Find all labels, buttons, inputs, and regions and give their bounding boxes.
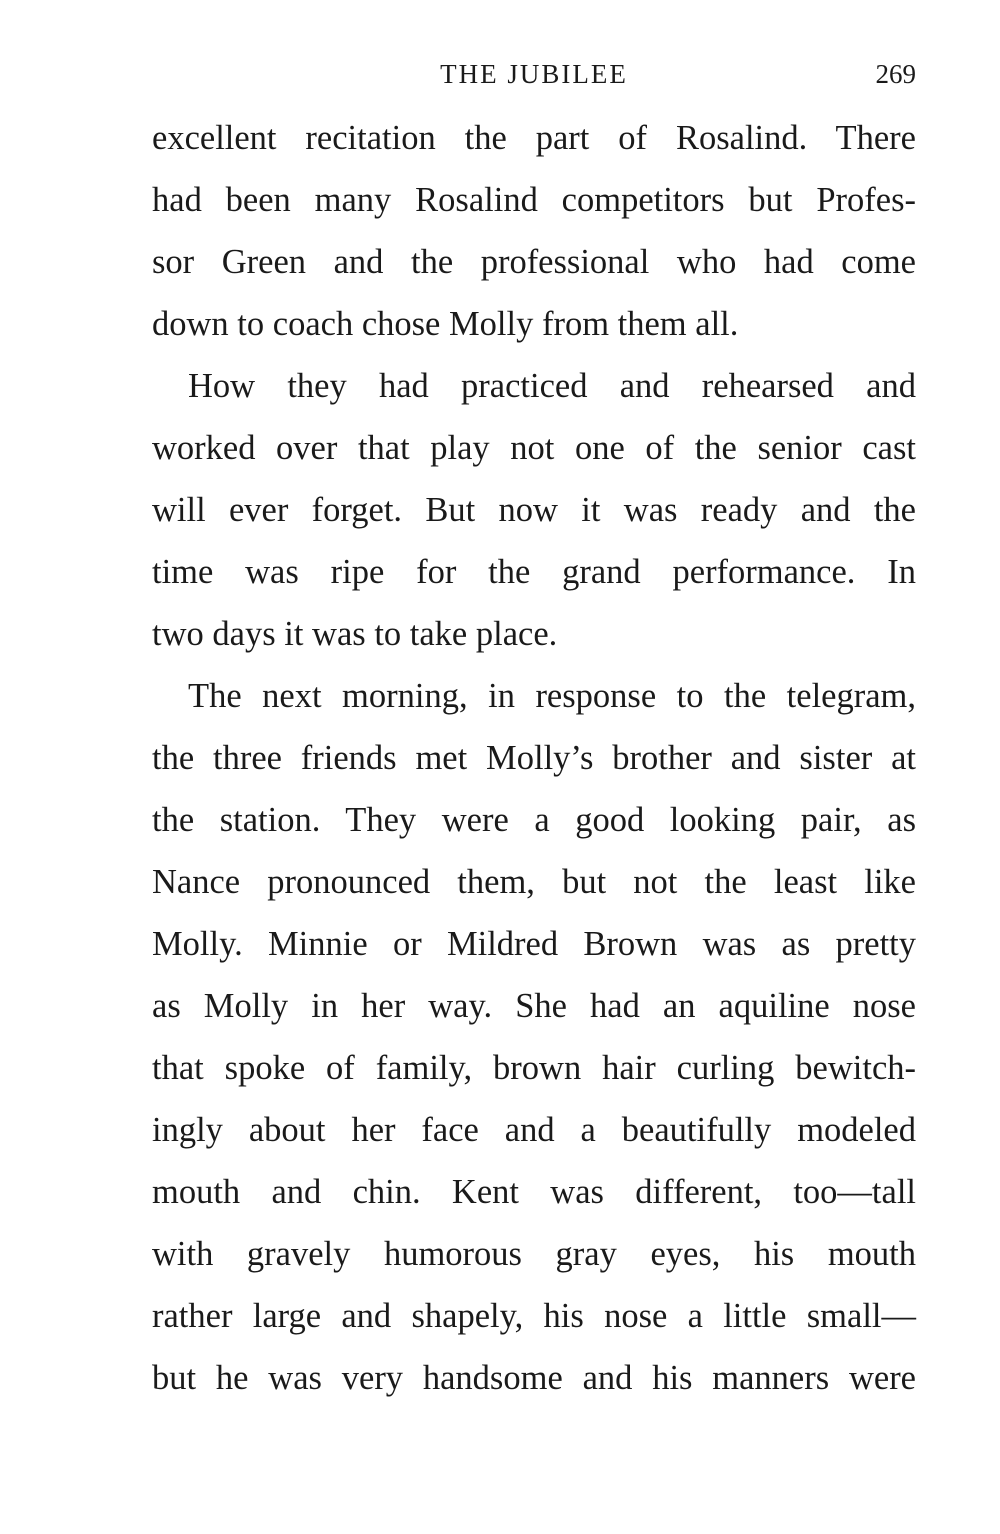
- running-title: THE JUBILEE: [440, 59, 628, 89]
- text-line: rather large and shapely, his nose a little small—: [152, 1297, 916, 1335]
- text-line: with gravely humorous gray eyes, his mouth: [152, 1235, 916, 1273]
- running-head: [152, 54, 916, 94]
- text-line: that spoke of family, brown hair curling bewitch-: [152, 1049, 916, 1087]
- text-line: excellent recitation the part of Rosalind. There: [152, 119, 916, 157]
- text-line: worked over that play not one of the senior cast: [152, 429, 916, 467]
- text-line: time was ripe for the grand performance. In: [152, 553, 916, 591]
- page-number: 269: [875, 59, 916, 89]
- text-line: Molly. Minnie or Mildred Brown was as pretty: [152, 925, 916, 963]
- text-line: The next morning, in response to the telegram,: [188, 677, 916, 715]
- text-line: ingly about her face and a beautifully modeled: [152, 1111, 916, 1149]
- text-line: sor Green and the professional who had come: [152, 243, 916, 281]
- text-line: mouth and chin. Kent was different, too—tall: [152, 1173, 916, 1211]
- text-line: will ever forget. But now it was ready and the: [152, 491, 916, 529]
- text-line: How they had practiced and rehearsed and: [188, 367, 916, 405]
- text-line: Nance pronounced them, but not the least like: [152, 863, 916, 901]
- text-line: had been many Rosalind competitors but Profes-: [152, 181, 916, 219]
- text-line: two days it was to take place.: [152, 615, 558, 653]
- body-text: [152, 107, 916, 1409]
- text-line: the station. They were a good looking pair, as: [152, 801, 916, 839]
- text-line: the three friends met Molly’s brother and sister at: [152, 739, 916, 777]
- text-line: down to coach chose Molly from them all.: [152, 305, 739, 343]
- text-line: but he was very handsome and his manners were: [152, 1359, 916, 1397]
- text-line: as Molly in her way. She had an aquiline nose: [152, 987, 916, 1025]
